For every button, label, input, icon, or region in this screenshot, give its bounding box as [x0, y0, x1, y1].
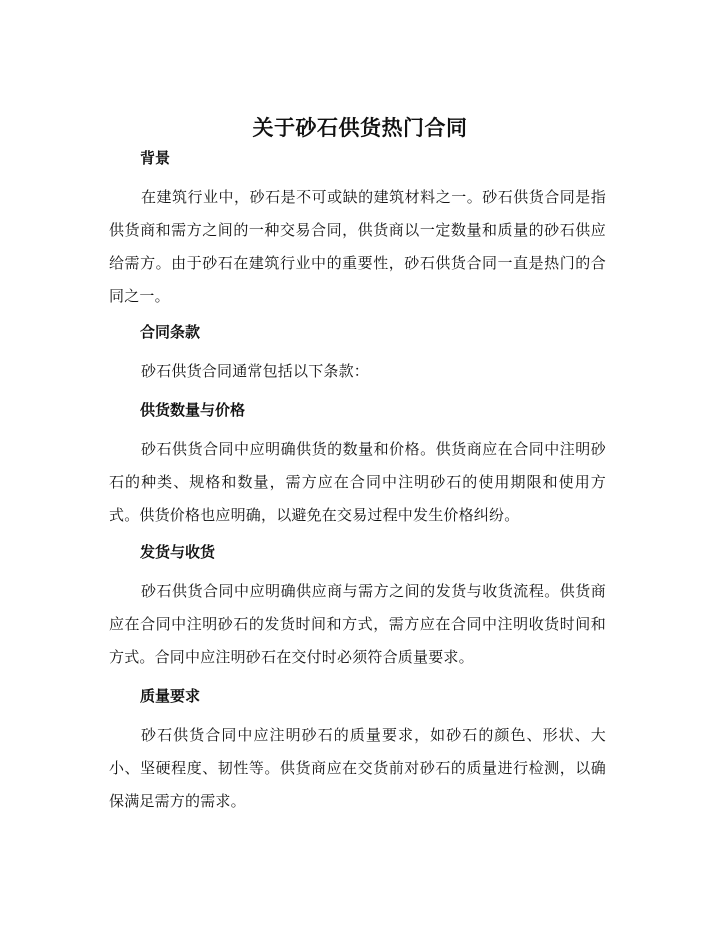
section-heading-contract-terms: 合同条款	[140, 323, 201, 341]
section-text-contract-terms: 砂石供货合同通常包括以下条款：	[141, 362, 370, 380]
document-title: 关于砂石供货热门合同	[252, 115, 468, 140]
section-heading-quality-requirements: 质量要求	[140, 687, 201, 705]
section-heading-quantity-price: 供货数量与价格	[140, 401, 246, 419]
section-heading-shipping-receiving: 发货与收货	[140, 543, 216, 561]
section-text-quantity-price: 砂石供货合同中应明确供货的数量和价格。供货商应在合同中注明砂石的种类、规格和数量，需方应在合同中注明砂石的使用期限和使用方式。供货价格也应明确，以避免在交易过程中发生价格纠纷。	[109, 440, 606, 524]
section-text-background: 在建筑行业中，砂石是不可或缺的建筑材料之一。砂石供货合同是指供货商和需方之间的一种交易合同，供货商以一定数量和质量的砂石供应给需方。由于砂石在建筑行业中的重要性，砂石供货合同一直是热门的合同之一。	[109, 188, 606, 305]
section-text-shipping-receiving: 砂石供货合同中应明确供应商与需方之间的发货与收货流程。供货商应在合同中注明砂石的发货时间和方式，需方应在合同中注明收货时间和方式。合同中应注明砂石在交付时必须符合质量要求。	[109, 582, 606, 666]
section-heading-background: 背景	[140, 149, 171, 167]
section-text-quality-requirements: 砂石供货合同中应注明砂石的质量要求，如砂石的颜色、形状、大小、坚硬程度、韧性等。供货商应在交货前对砂石的质量进行检测，以确保满足需方的需求。	[109, 726, 606, 810]
